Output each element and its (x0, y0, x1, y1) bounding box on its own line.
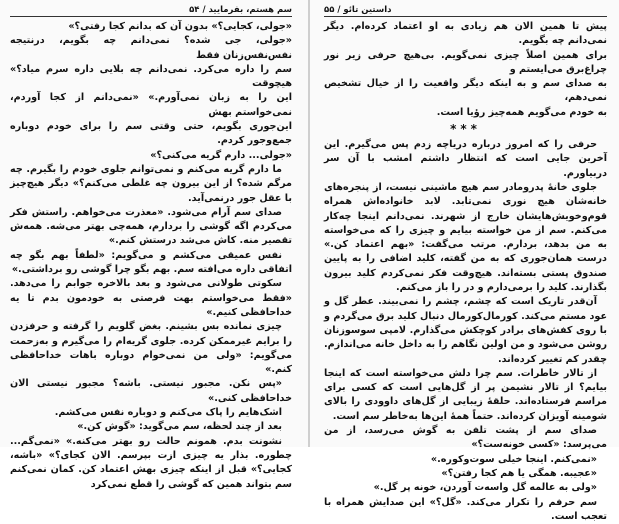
paragraph: «ولی به عالمه گل واسه‌ت آوردن، خونه پر گل.» (324, 481, 607, 495)
paragraph: «پس نکن. مجبور نیستی. باشه؟ مجبور نیستی الان خداحافظی کنی.» (10, 377, 292, 406)
paragraph: ما دارم گریه می‌کنم و نمی‌توانم جلوی خودم را بگیرم. چه مرگم شده؟ از این بیرون چه غلطی می‌کنم؟» دیگر هیچ‌چیز با عقل جور درنمی‌آید. (10, 163, 292, 206)
paragraph: این را به زبان نمی‌آورم.» «نمی‌دانم از کجا آوردم، نمی‌خواستم بهش (10, 91, 292, 120)
paragraph: نشونت بدم. همونم حالت رو بهتر می‌کنه.» «نمی‌گم... چطوره. بذار یه چیزی ازت بپرسم. الان کجای؟» «باشه، کجایی؟» قبل از اینکه چیزی بهش اعتماد کن. کمان نمی‌کنم سم بتواند همین که گوشی را قطع نمی‌کرد (10, 435, 292, 492)
paragraph: به خودم می‌گویم همه‌چیز رؤیا است. (324, 106, 607, 120)
paragraph: از تالار خاطرات. سم چرا دلش می‌خواسته است که اینجا بیایم؟ از تالار نشیمن پر از گل‌هایی است که کسی برای مراسم فرستاده‌اند. حلقهٔ زیبایی از گل‌های داوودی را بالای شومینه آویزان کرده‌اند. حتماً همهٔ این‌ها به‌خاطر سم است. (324, 367, 607, 424)
left-page (0, 0, 308, 447)
paragraph: حرفی را که امروز درباره دریاچه زدم پس می‌گیرم. این آخرین جایی است که انتظار داشتم امشب با آن سر دربیاورم. (324, 138, 607, 181)
paragraph: بعد از چند لحظه، سم می‌گوید: «گوش کن.» (10, 420, 292, 434)
paragraph: سم حرفم را تکرار می‌کند. «گل؟» این صدایش همراه با تعجب است. (324, 496, 607, 524)
paragraph: برای همین اصلاً چیزی نمی‌گویم. بی‌هیچ حرفی زیر نور چراغ‌برق می‌ایستم و (324, 49, 607, 78)
left-page-header (10, 4, 292, 17)
paragraph: سم را داره می‌کرد. نمی‌دانم چه بلایی داره سرم میاد؟» هیچوقت (10, 63, 292, 92)
left-page-body (10, 20, 292, 492)
paragraph: «جولی، کجایی؟» بدون آن که بدانم کجا رفتی؟» (10, 20, 292, 34)
paragraph: به صدای سم و به اینکه دیگر واقعیت را از خیال تشخیص نمی‌دهم، (324, 77, 607, 106)
paragraph: جلوی خانهٔ پدرومادر سم هیچ ماشینی نیست، از پنجره‌های خانه‌شان هیچ نوری نمی‌تابد. لابد خانواده‌اش همراه قوم‌وخویش‌هایشان خارج از شهرند. نمی‌دانم اینجا چه‌کار می‌کنم. سم از من خواسته بیایم و چیزی را که می‌خواسته به من بدهد، بردارم. مرتب می‌گفت: «بهم اعتماد کن.» درست همان‌جوری که به من گفته، کلید اضافی را به پایین صندوق پستی بسته‌اند. هیچ‌وقت فکر نمی‌کردم کلید بیرون بگذارند. کلید را برمی‌دارم و در را باز می‌کنم. (324, 181, 607, 295)
right-page (310, 0, 619, 447)
paragraph: «جولی... دارم گریه می‌کنی؟» (10, 149, 292, 163)
paragraph: «جولی، جی شده؟ نمی‌دانم چه بگویم، درنتیجه نفس‌نفس‌زنان فقط (10, 34, 292, 63)
paragraph: صدای سم از پشت تلفن به گوش می‌رسد، از من می‌پرسد: «کسی خونه‌ست؟» (324, 424, 607, 453)
paragraph: صدای سم آرام می‌شود. «معذرت می‌خواهم. راستش فکر می‌کردم اگه گوشی را بردارم، همه‌چی بهتر می‌شه. همه‌ش تقصیر منه. کاش می‌شد درستش کنم.» (10, 206, 292, 249)
right-page-running-title: داستین تائو / ۵۵ (324, 5, 392, 15)
paragraph: پیش تا همین الان هم زیادی به او اعتماد کرده‌ام. دیگر نمی‌دانم چه بگویم. (324, 20, 607, 49)
paragraph: این‌جوری بگویم، حتی وقتی سم را برای خودم دوباره جمع‌وجور کردم. (10, 120, 292, 149)
paragraph: سکوتی طولانی می‌شود و بعد بالاخره جوابم را می‌دهد. «فقط می‌خواستم بهت فرصتی به خودمون بدم تا یه خداحافظی کنیم.» (10, 277, 292, 320)
paragraph: اشک‌هایم را پاک می‌کنم و دوباره نفس می‌کشم. (10, 406, 292, 420)
right-page-body (324, 20, 607, 524)
paragraph: نفس عمیقی می‌کشم و می‌گویم: «لطفاً بهم بگو چه اتفاقی داره می‌افته سم. بهم بگو چرا گوشی رو برداشتی.» (10, 249, 292, 278)
paragraph: «عجیبه. همگی یا هم کجا رفتن؟» (324, 467, 607, 481)
paragraph: آن‌قدر تاریک است که چشم، چشم را نمی‌بیند. عطر گل و عود مستم می‌کند. کورمال‌کورمال دنبال کلید برق می‌گردم و با روی کفش‌های برادر کوچکش می‌گذارم. لامپی سوسوزنان روشن می‌شود و من اولین نگاهم را به داخل خانه می‌اندازم. چقدر کم تغییر کرده‌اند. (324, 295, 607, 366)
paragraph: «نمی‌کنم. اینجا خیلی سوت‌وکوره.» (324, 453, 607, 467)
section-break-stars: *** (324, 122, 607, 136)
paragraph: چیزی نمانده بس بشینم. بغض گلویم را گرفته و حرفزدن را برایم غیرممکن کرده. جلوی گریه‌ام را می‌گیرم و به‌زحمت می‌گویم: «ولی من نمی‌خوام دوباره باهات خداحافظی کنم.» (10, 320, 292, 377)
right-page-header (324, 4, 607, 17)
left-page-running-title: ۵۴ / سم هستم، بفرمایید (189, 5, 292, 15)
